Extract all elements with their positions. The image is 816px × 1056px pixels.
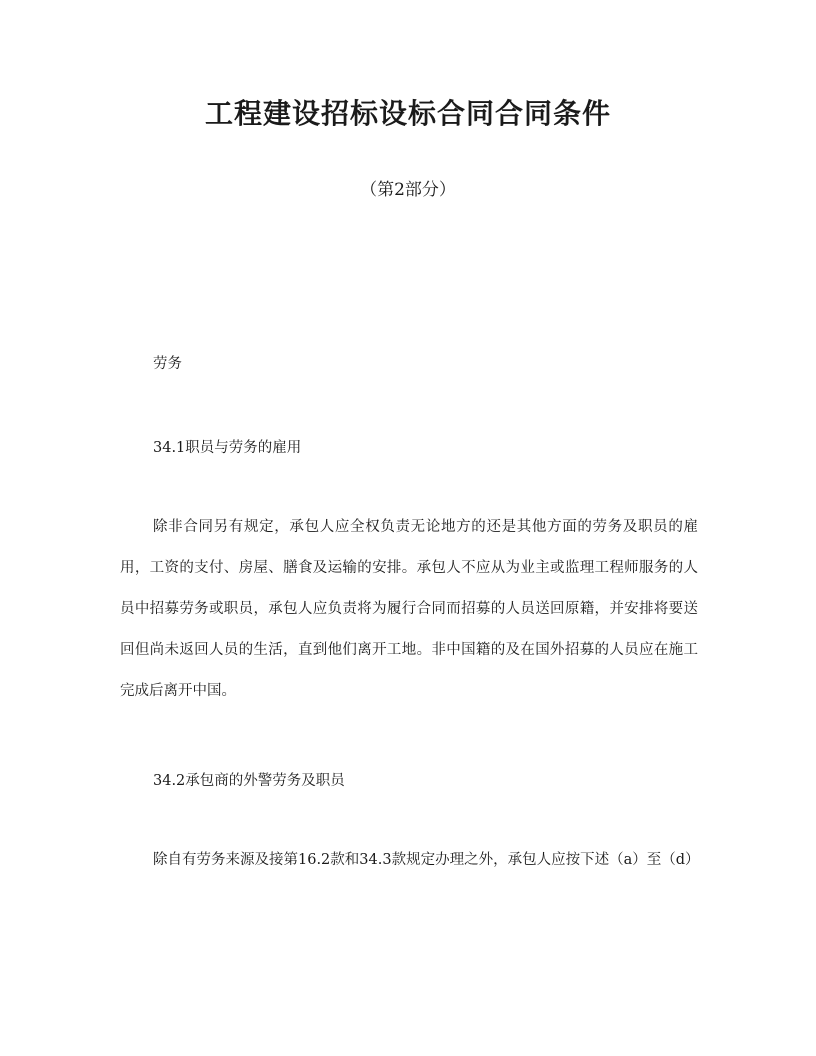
clause-heading-34-1: 34.1职员与劳务的雇用 — [153, 440, 302, 456]
clause-text-34-1: 除非合同另有规定，承包人应全权负责无论地方的还是其他方面的劳务及职员的雇用，工资的支付、房屋、膳食及运输的安排。承包人不应从为业主或监理工程师服务的人员中招募劳务或职员，承包人应负责将为履行合同而招募的人员送回原籍，并安排将要送回但尚未返回人员的生活，直到他们离开工地。非中国籍的及在国外招募的人员应在施工完成后离开中国。 — [120, 519, 698, 699]
section-heading: 劳务 — [153, 356, 182, 372]
clause-text-34-2: 除自有劳务来源及接第16.2款和34.3款规定办理之外，承包人应按下述（a）至（d） — [153, 852, 700, 868]
document-title: 工程建设招标设标合同合同条件 — [204, 97, 611, 130]
clause-heading-34-2: 34.2承包商的外警劳务及职员 — [153, 773, 345, 789]
document-subtitle: （第2部分） — [360, 180, 456, 200]
